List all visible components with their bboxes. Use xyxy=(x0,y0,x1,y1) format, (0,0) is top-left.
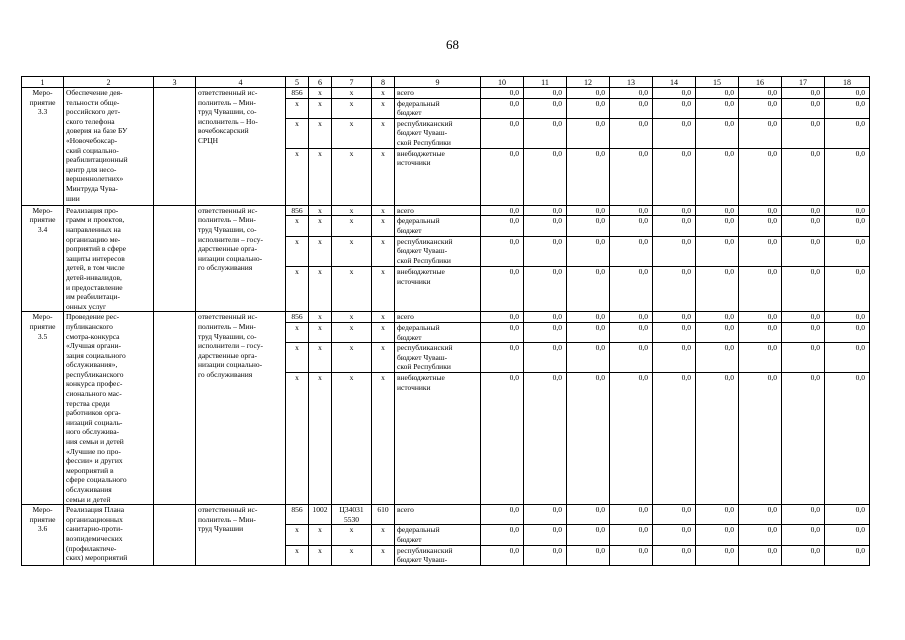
value-cell: 0,0 xyxy=(782,98,825,118)
value-cell: 0,0 xyxy=(739,525,782,545)
value-cell: 0,0 xyxy=(825,373,870,505)
value-cell: 0,0 xyxy=(610,373,653,505)
value-cell: 0,0 xyxy=(782,216,825,236)
code-cell-c7: x xyxy=(332,525,372,545)
value-cell: 0,0 xyxy=(567,98,610,118)
value-cell: 0,0 xyxy=(610,505,653,525)
code-cell-c7: x xyxy=(332,266,372,311)
value-cell: 0,0 xyxy=(524,322,567,342)
value-cell: 0,0 xyxy=(481,118,524,148)
value-cell: 0,0 xyxy=(825,343,870,373)
value-cell: 0,0 xyxy=(739,148,782,205)
budget-table xyxy=(21,76,870,566)
value-cell: 0,0 xyxy=(825,545,870,565)
value-cell: 0,0 xyxy=(481,236,524,266)
funding-source: всего xyxy=(395,312,481,323)
code-cell-c7: x xyxy=(332,98,372,118)
table-row xyxy=(22,312,870,323)
table-header-row xyxy=(22,77,870,88)
code-cell-c6: 1002 xyxy=(309,505,332,525)
value-cell: 0,0 xyxy=(524,343,567,373)
code-cell-c8: x xyxy=(372,525,395,545)
funding-source: всего xyxy=(395,205,481,216)
value-cell: 0,0 xyxy=(481,88,524,99)
code-cell-c6: x xyxy=(309,545,332,565)
funding-source: внебюджетные источники xyxy=(395,148,481,205)
code-cell-c6: x xyxy=(309,373,332,505)
code-cell-c8: x xyxy=(372,236,395,266)
code-cell-c5: 856 xyxy=(286,88,309,99)
funding-source: республиканский бюджет Чуваш- ской Республики xyxy=(395,118,481,148)
value-cell: 0,0 xyxy=(653,118,696,148)
value-cell: 0,0 xyxy=(610,266,653,311)
column-header: 4 xyxy=(196,77,286,88)
value-cell: 0,0 xyxy=(481,525,524,545)
column-header: 6 xyxy=(309,77,332,88)
code-cell-c6: x xyxy=(309,216,332,236)
code-cell-c5: x xyxy=(286,148,309,205)
value-cell: 0,0 xyxy=(739,236,782,266)
value-cell: 0,0 xyxy=(567,322,610,342)
value-cell: 0,0 xyxy=(739,312,782,323)
value-cell: 0,0 xyxy=(524,525,567,545)
measure-id: Меро- приятие 3.5 xyxy=(22,312,64,505)
code-cell-c7: x xyxy=(332,216,372,236)
measure-executor: ответственный ис- полнитель – Мин- труд Чувашии xyxy=(196,505,286,566)
value-cell: 0,0 xyxy=(782,312,825,323)
code-cell-c6: x xyxy=(309,148,332,205)
value-cell: 0,0 xyxy=(610,216,653,236)
value-cell: 0,0 xyxy=(825,525,870,545)
code-cell-c5: x xyxy=(286,322,309,342)
funding-source: внебюджетные источники xyxy=(395,266,481,311)
value-cell: 0,0 xyxy=(481,373,524,505)
value-cell: 0,0 xyxy=(481,266,524,311)
value-cell: 0,0 xyxy=(782,205,825,216)
value-cell: 0,0 xyxy=(610,236,653,266)
measure-name: Реализация Плана организационных санитарно-проти- воэпидемических (профилактиче- ских) мероприятий xyxy=(64,505,154,566)
value-cell: 0,0 xyxy=(739,266,782,311)
code-cell-c5: 856 xyxy=(286,505,309,525)
value-cell: 0,0 xyxy=(739,505,782,525)
funding-source: всего xyxy=(395,505,481,525)
code-cell-c5: 856 xyxy=(286,312,309,323)
value-cell: 0,0 xyxy=(782,322,825,342)
value-cell: 0,0 xyxy=(653,205,696,216)
column-3-cell xyxy=(154,205,196,312)
value-cell: 0,0 xyxy=(524,545,567,565)
column-header: 1 xyxy=(22,77,64,88)
column-header: 17 xyxy=(782,77,825,88)
column-header: 5 xyxy=(286,77,309,88)
code-cell-c5: x xyxy=(286,98,309,118)
value-cell: 0,0 xyxy=(696,266,739,311)
value-cell: 0,0 xyxy=(610,118,653,148)
value-cell: 0,0 xyxy=(739,373,782,505)
value-cell: 0,0 xyxy=(653,373,696,505)
value-cell: 0,0 xyxy=(481,322,524,342)
value-cell: 0,0 xyxy=(825,148,870,205)
value-cell: 0,0 xyxy=(653,322,696,342)
value-cell: 0,0 xyxy=(481,343,524,373)
column-header: 8 xyxy=(372,77,395,88)
code-cell-c7: x xyxy=(332,322,372,342)
table-row xyxy=(22,88,870,99)
measure-executor: ответственный ис- полнитель – Мин- труд Чувашии, со- исполнители – госу- дарственные орга- низации социально- го обслуживания xyxy=(196,205,286,312)
funding-source: республиканский бюджет Чуваш- xyxy=(395,545,481,565)
code-cell-c6: x xyxy=(309,322,332,342)
value-cell: 0,0 xyxy=(739,98,782,118)
value-cell: 0,0 xyxy=(610,343,653,373)
value-cell: 0,0 xyxy=(567,148,610,205)
value-cell: 0,0 xyxy=(696,88,739,99)
value-cell: 0,0 xyxy=(610,322,653,342)
value-cell: 0,0 xyxy=(782,118,825,148)
code-cell-c6: x xyxy=(309,525,332,545)
value-cell: 0,0 xyxy=(739,343,782,373)
value-cell: 0,0 xyxy=(653,148,696,205)
funding-source: республиканский бюджет Чуваш- ской Республики xyxy=(395,343,481,373)
code-cell-c7: x xyxy=(332,373,372,505)
value-cell: 0,0 xyxy=(825,118,870,148)
value-cell: 0,0 xyxy=(610,148,653,205)
funding-source: федеральный бюджет xyxy=(395,322,481,342)
value-cell: 0,0 xyxy=(524,148,567,205)
value-cell: 0,0 xyxy=(567,216,610,236)
column-header: 2 xyxy=(64,77,154,88)
value-cell: 0,0 xyxy=(610,312,653,323)
value-cell: 0,0 xyxy=(696,98,739,118)
value-cell: 0,0 xyxy=(653,236,696,266)
value-cell: 0,0 xyxy=(567,266,610,311)
measure-id: Меро- приятие 3.6 xyxy=(22,505,64,566)
value-cell: 0,0 xyxy=(481,216,524,236)
value-cell: 0,0 xyxy=(696,545,739,565)
code-cell-c8: x xyxy=(372,216,395,236)
value-cell: 0,0 xyxy=(567,118,610,148)
funding-source: федеральный бюджет xyxy=(395,98,481,118)
value-cell: 0,0 xyxy=(567,236,610,266)
value-cell: 0,0 xyxy=(825,505,870,525)
column-header: 15 xyxy=(696,77,739,88)
value-cell: 0,0 xyxy=(610,98,653,118)
column-header: 13 xyxy=(610,77,653,88)
code-cell-c5: x xyxy=(286,343,309,373)
value-cell: 0,0 xyxy=(739,545,782,565)
code-cell-c7: x xyxy=(332,118,372,148)
value-cell: 0,0 xyxy=(653,88,696,99)
code-cell-c7: x xyxy=(332,236,372,266)
value-cell: 0,0 xyxy=(610,525,653,545)
value-cell: 0,0 xyxy=(825,205,870,216)
value-cell: 0,0 xyxy=(696,312,739,323)
value-cell: 0,0 xyxy=(825,216,870,236)
funding-source: всего xyxy=(395,88,481,99)
measure-executor: ответственный ис- полнитель – Мин- труд Чувашии, со- исполнитель – Но- вочебоксарский СРЦН xyxy=(196,88,286,206)
value-cell: 0,0 xyxy=(825,312,870,323)
value-cell: 0,0 xyxy=(782,545,825,565)
value-cell: 0,0 xyxy=(481,98,524,118)
code-cell-c8: x xyxy=(372,373,395,505)
column-3-cell xyxy=(154,88,196,206)
value-cell: 0,0 xyxy=(696,216,739,236)
value-cell: 0,0 xyxy=(481,545,524,565)
code-cell-c8: x xyxy=(372,343,395,373)
code-cell-c8: x xyxy=(372,205,395,216)
code-cell-c5: x xyxy=(286,266,309,311)
measure-id: Меро- приятие 3.3 xyxy=(22,88,64,206)
column-3-cell xyxy=(154,505,196,566)
code-cell-c7: x xyxy=(332,343,372,373)
code-cell-c6: x xyxy=(309,88,332,99)
value-cell: 0,0 xyxy=(825,98,870,118)
funding-source: федеральный бюджет xyxy=(395,525,481,545)
value-cell: 0,0 xyxy=(524,88,567,99)
value-cell: 0,0 xyxy=(481,505,524,525)
code-cell-c5: x xyxy=(286,545,309,565)
value-cell: 0,0 xyxy=(610,205,653,216)
value-cell: 0,0 xyxy=(739,118,782,148)
value-cell: 0,0 xyxy=(524,118,567,148)
measure-executor: ответственный ис- полнитель – Мин- труд Чувашии, со- исполнители – госу- дарственные орга- низации социально- го обслуживания xyxy=(196,312,286,505)
value-cell: 0,0 xyxy=(610,545,653,565)
code-cell-c8: x xyxy=(372,98,395,118)
measure-id: Меро- приятие 3.4 xyxy=(22,205,64,312)
code-cell-c7: x xyxy=(332,148,372,205)
value-cell: 0,0 xyxy=(782,343,825,373)
value-cell: 0,0 xyxy=(567,205,610,216)
value-cell: 0,0 xyxy=(653,312,696,323)
measure-name: Реализация про- грамм и проектов, направленных на организацию ме- роприятий в сфере защиты интересов детей, в том числе детей-инвалидов, и предоставление им реабилитаци- онных услуг xyxy=(64,205,154,312)
value-cell: 0,0 xyxy=(567,525,610,545)
funding-source: федеральный бюджет xyxy=(395,216,481,236)
value-cell: 0,0 xyxy=(825,236,870,266)
value-cell: 0,0 xyxy=(653,98,696,118)
code-cell-c8: x xyxy=(372,322,395,342)
value-cell: 0,0 xyxy=(653,216,696,236)
column-header: 12 xyxy=(567,77,610,88)
value-cell: 0,0 xyxy=(696,205,739,216)
value-cell: 0,0 xyxy=(782,266,825,311)
value-cell: 0,0 xyxy=(567,343,610,373)
code-cell-c7: x xyxy=(332,205,372,216)
column-3-cell xyxy=(154,312,196,505)
value-cell: 0,0 xyxy=(481,148,524,205)
code-cell-c8: x xyxy=(372,118,395,148)
value-cell: 0,0 xyxy=(696,118,739,148)
column-header: 3 xyxy=(154,77,196,88)
value-cell: 0,0 xyxy=(610,88,653,99)
value-cell: 0,0 xyxy=(696,236,739,266)
value-cell: 0,0 xyxy=(653,343,696,373)
value-cell: 0,0 xyxy=(782,148,825,205)
column-header: 7 xyxy=(332,77,372,88)
code-cell-c7: x xyxy=(332,312,372,323)
value-cell: 0,0 xyxy=(782,505,825,525)
value-cell: 0,0 xyxy=(739,322,782,342)
value-cell: 0,0 xyxy=(739,216,782,236)
code-cell-c5: x xyxy=(286,525,309,545)
value-cell: 0,0 xyxy=(653,545,696,565)
code-cell-c6: x xyxy=(309,98,332,118)
value-cell: 0,0 xyxy=(825,322,870,342)
value-cell: 0,0 xyxy=(524,373,567,505)
code-cell-c6: x xyxy=(309,343,332,373)
value-cell: 0,0 xyxy=(782,88,825,99)
code-cell-c5: x xyxy=(286,373,309,505)
table-row xyxy=(22,205,870,216)
value-cell: 0,0 xyxy=(653,505,696,525)
code-cell-c8: x xyxy=(372,312,395,323)
code-cell-c6: x xyxy=(309,266,332,311)
code-cell-c6: x xyxy=(309,118,332,148)
page-number: 68 xyxy=(446,37,459,52)
value-cell: 0,0 xyxy=(524,205,567,216)
code-cell-c6: x xyxy=(309,205,332,216)
value-cell: 0,0 xyxy=(739,88,782,99)
value-cell: 0,0 xyxy=(524,505,567,525)
value-cell: 0,0 xyxy=(782,373,825,505)
value-cell: 0,0 xyxy=(696,373,739,505)
column-header: 18 xyxy=(825,77,870,88)
funding-source: внебюджетные источники xyxy=(395,373,481,505)
value-cell: 0,0 xyxy=(524,236,567,266)
value-cell: 0,0 xyxy=(825,88,870,99)
code-cell-c8: x xyxy=(372,266,395,311)
code-cell-c5: x xyxy=(286,118,309,148)
code-cell-c8: x xyxy=(372,88,395,99)
code-cell-c5: x xyxy=(286,236,309,266)
code-cell-c6: x xyxy=(309,312,332,323)
value-cell: 0,0 xyxy=(825,266,870,311)
value-cell: 0,0 xyxy=(567,312,610,323)
value-cell: 0,0 xyxy=(696,148,739,205)
value-cell: 0,0 xyxy=(524,216,567,236)
value-cell: 0,0 xyxy=(481,205,524,216)
value-cell: 0,0 xyxy=(567,545,610,565)
column-header: 9 xyxy=(395,77,481,88)
column-header: 14 xyxy=(653,77,696,88)
value-cell: 0,0 xyxy=(524,266,567,311)
code-cell-c8: 610 xyxy=(372,505,395,525)
code-cell-c5: 856 xyxy=(286,205,309,216)
measure-name: Проведение рес- публиканского смотра-конкурса «Лучшая органи- зация социального обслуживания», республиканского конкурса профес- сионального мас- терства среди работников орга- низаций социаль- ного обслужива- ния семьи и детей «Лучшие по про- фессии» и других мероприятий в сфере социального обслуживания семьи и детей xyxy=(64,312,154,505)
column-header: 11 xyxy=(524,77,567,88)
value-cell: 0,0 xyxy=(653,266,696,311)
column-header: 10 xyxy=(481,77,524,88)
value-cell: 0,0 xyxy=(567,88,610,99)
value-cell: 0,0 xyxy=(653,525,696,545)
code-cell-c8: x xyxy=(372,148,395,205)
code-cell-c8: x xyxy=(372,545,395,565)
code-cell-c5: x xyxy=(286,216,309,236)
value-cell: 0,0 xyxy=(481,312,524,323)
measure-name: Обеспечение дея- тельности обще- российского дет- ского телефона доверия на базе БУ «Новочебоксар- ский социально- реабилитационный центр для несо- вершеннолетних» Минтруда Чува- шии xyxy=(64,88,154,206)
value-cell: 0,0 xyxy=(696,343,739,373)
value-cell: 0,0 xyxy=(696,322,739,342)
table-row xyxy=(22,505,870,525)
code-cell-c6: x xyxy=(309,236,332,266)
code-cell-c7: x xyxy=(332,545,372,565)
value-cell: 0,0 xyxy=(567,505,610,525)
value-cell: 0,0 xyxy=(524,98,567,118)
value-cell: 0,0 xyxy=(782,525,825,545)
code-cell-c7: Ц34031 5530 xyxy=(332,505,372,525)
value-cell: 0,0 xyxy=(524,312,567,323)
value-cell: 0,0 xyxy=(739,205,782,216)
value-cell: 0,0 xyxy=(782,236,825,266)
funding-source: республиканский бюджет Чуваш- ской Республики xyxy=(395,236,481,266)
code-cell-c7: x xyxy=(332,88,372,99)
value-cell: 0,0 xyxy=(696,525,739,545)
value-cell: 0,0 xyxy=(567,373,610,505)
value-cell: 0,0 xyxy=(696,505,739,525)
column-header: 16 xyxy=(739,77,782,88)
